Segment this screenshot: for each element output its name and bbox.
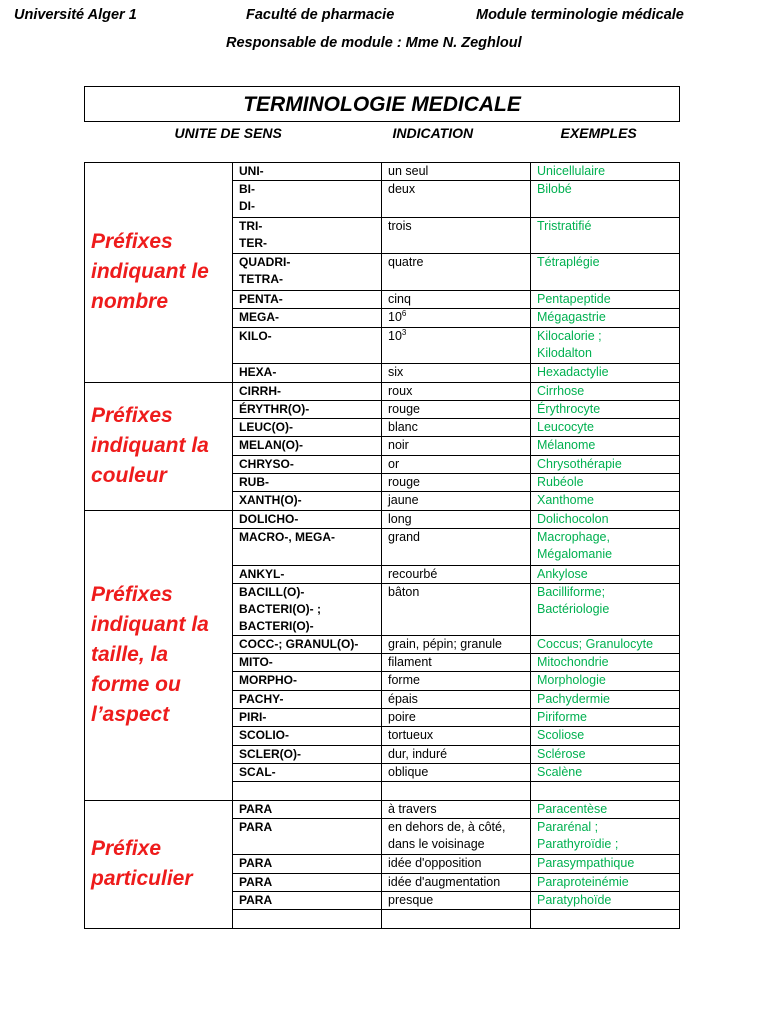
indication-cell: [382, 818, 531, 855]
example-cell-line: Parasympathique: [537, 856, 635, 871]
unit-cell: [233, 181, 382, 218]
column-header-examples: EXEMPLES: [560, 125, 637, 141]
category-label: [85, 382, 233, 510]
unit-cell: [233, 565, 382, 583]
category-label: [85, 163, 233, 383]
table-row: [85, 800, 680, 818]
example-cell: [531, 254, 680, 291]
unit-cell-line: PARA: [239, 819, 273, 834]
unit-cell-line: TRI-: [239, 218, 263, 233]
unit-cell: [233, 163, 382, 181]
unit-cell: [233, 217, 382, 254]
indication-cell-line: tortueux: [388, 728, 434, 743]
unit-cell-line: SCOLIO-: [239, 728, 289, 743]
unit-cell: [233, 400, 382, 418]
indication-cell: [382, 654, 531, 672]
unit-cell: [233, 690, 382, 708]
module-name: Module terminologie médicale: [476, 7, 684, 23]
example-cell: [531, 583, 680, 635]
example-cell: [531, 217, 680, 254]
example-cell: [531, 400, 680, 418]
unit-cell-line: DI-: [239, 199, 255, 214]
unit-cell-line: PENTA-: [239, 292, 283, 307]
indication-cell-line: blanc: [388, 420, 418, 435]
category-line: indiquant le: [91, 260, 209, 284]
unit-cell: [233, 818, 382, 855]
indication-cell: [382, 873, 531, 891]
indication-cell-line: jaune: [388, 493, 419, 508]
example-cell-line: Pachydermie: [537, 691, 610, 706]
unit-cell-line: DOLICHO-: [239, 511, 299, 526]
indication-cell-line: dans le voisinage: [388, 836, 485, 851]
indication-cell: [382, 217, 531, 254]
indication-cell: [382, 782, 531, 800]
example-cell: [531, 709, 680, 727]
example-cell: [531, 437, 680, 455]
unit-cell-line: XANTH(O)-: [239, 493, 302, 508]
example-cell: [531, 855, 680, 873]
example-cell-line: Mégalomanie: [537, 546, 613, 561]
indication-cell-line: long: [388, 511, 412, 526]
indication-cell: [382, 745, 531, 763]
example-cell-line: Leucocyte: [537, 420, 594, 435]
example-cell-line: Chrysothérapie: [537, 456, 622, 471]
unit-cell-line: MORPHO-: [239, 673, 297, 688]
indication-cell: [382, 455, 531, 473]
indication-cell: [382, 727, 531, 745]
category-line: couleur: [91, 464, 167, 488]
example-cell-line: Pararénal ;: [537, 819, 599, 834]
example-cell: [531, 565, 680, 583]
example-cell-line: Cirrhose: [537, 383, 585, 398]
indication-cell: [382, 800, 531, 818]
example-cell: [531, 745, 680, 763]
category-line: forme ou: [91, 673, 181, 697]
indication-cell: [382, 672, 531, 690]
unit-cell-line: COCC-; GRANUL(O)-: [239, 636, 359, 651]
unit-cell-line: PARA: [239, 874, 273, 889]
indication-cell: [382, 400, 531, 418]
indication-cell-line: grain, pépin; granule: [388, 636, 502, 651]
example-cell-line: Morphologie: [537, 673, 606, 688]
example-cell-line: Mitochondrie: [537, 655, 609, 670]
example-cell-line: Tétraplégie: [537, 255, 600, 270]
indication-cell: [382, 382, 531, 400]
column-header-row: [85, 122, 680, 163]
example-cell: [531, 635, 680, 653]
indication-cell: [382, 327, 531, 364]
example-cell-line: Unicellulaire: [537, 164, 606, 178]
unit-cell: [233, 891, 382, 909]
indication-cell-line: presque: [388, 892, 434, 907]
column-header-unit: UNITE DE SENS: [174, 125, 282, 141]
unit-cell: [233, 309, 382, 327]
unit-cell: [233, 910, 382, 928]
unit-cell: [233, 492, 382, 510]
indication-cell: [382, 254, 531, 291]
indication-cell-line: un seul: [388, 164, 429, 178]
power-base: 10: [388, 310, 402, 325]
category-line: taille, la: [91, 643, 169, 667]
unit-cell-line: MEGA-: [239, 310, 279, 325]
power-exponent: 3: [401, 327, 407, 337]
indication-cell: [382, 437, 531, 455]
indication-cell: [382, 492, 531, 510]
unit-cell-line: TETRA-: [239, 272, 283, 287]
unit-cell-line: PACHY-: [239, 691, 284, 706]
unit-cell: [233, 727, 382, 745]
terminology-table-body: [85, 87, 680, 929]
university-name: Université Alger 1: [14, 7, 137, 23]
unit-cell: [233, 455, 382, 473]
example-cell: [531, 763, 680, 781]
unit-cell: [233, 327, 382, 364]
unit-cell: [233, 635, 382, 653]
unit-cell-line: SCAL-: [239, 764, 276, 779]
unit-cell-line: QUADRI-: [239, 255, 291, 270]
indication-cell: [382, 163, 531, 181]
unit-cell: [233, 510, 382, 528]
indication-cell-line: quatre: [388, 255, 424, 270]
example-cell-line: Rubéole: [537, 475, 584, 490]
unit-cell-line: UNI-: [239, 164, 264, 178]
table-row: [85, 510, 680, 528]
example-cell: [531, 891, 680, 909]
terminology-table: [84, 86, 680, 929]
example-cell: [531, 309, 680, 327]
example-cell: [531, 492, 680, 510]
unit-cell-line: TER-: [239, 235, 267, 250]
category-label: [85, 510, 233, 800]
example-cell: [531, 382, 680, 400]
unit-cell: [233, 437, 382, 455]
indication-cell-line: cinq: [388, 292, 411, 307]
unit-cell-line: ÉRYTHR(O)-: [239, 401, 310, 416]
indication-cell: [382, 528, 531, 565]
example-cell: [531, 800, 680, 818]
indication-cell-line: dur, induré: [388, 746, 448, 761]
indication-cell-line: poire: [388, 710, 416, 725]
unit-cell: [233, 763, 382, 781]
example-cell: [531, 528, 680, 565]
example-cell: [531, 419, 680, 437]
category-line: nombre: [91, 290, 169, 314]
table-row: [85, 163, 680, 181]
indication-cell-line: six: [388, 365, 404, 380]
table-title: TERMINOLOGIE MEDICALE: [85, 87, 680, 122]
unit-cell: [233, 291, 382, 309]
category-line: indiquant la: [91, 434, 209, 458]
example-cell-line: Macrophage,: [537, 529, 610, 544]
example-cell: [531, 163, 680, 181]
unit-cell: [233, 855, 382, 873]
example-cell-line: Érythrocyte: [537, 401, 601, 416]
unit-cell-line: MACRO-, MEGA-: [239, 529, 335, 544]
example-cell-line: Paratyphoïde: [537, 892, 612, 907]
unit-cell-line: PARA: [239, 801, 273, 816]
indication-cell-line: forme: [388, 673, 420, 688]
indication-cell-line: idée d'augmentation: [388, 874, 501, 889]
indication-cell: [382, 910, 531, 928]
indication-cell-line: filament: [388, 655, 432, 670]
indication-cell: [382, 565, 531, 583]
unit-cell-line: MELAN(O)-: [239, 438, 303, 453]
example-cell-line: Paraproteinémie: [537, 874, 629, 889]
example-cell-line: Bactériologie: [537, 601, 610, 616]
category-line: particulier: [91, 867, 193, 891]
column-header-indication: INDICATION: [392, 125, 474, 141]
example-cell-line: Tristratifié: [537, 218, 592, 233]
example-cell: [531, 181, 680, 218]
indication-cell-line: grand: [388, 529, 420, 544]
category-label: [85, 800, 233, 928]
unit-cell: [233, 419, 382, 437]
example-cell-line: Bacilliforme;: [537, 584, 606, 599]
unit-cell-line: BACTERI(O)- ;: [239, 601, 321, 616]
indication-cell-line: bâton: [388, 584, 420, 599]
unit-cell-line: RUB-: [239, 475, 269, 490]
example-cell: [531, 327, 680, 364]
example-cell: [531, 818, 680, 855]
unit-cell-line: PARA: [239, 856, 273, 871]
example-cell: [531, 291, 680, 309]
faculty-name: Faculté de pharmacie: [246, 7, 395, 23]
unit-cell-line: CHRYSO-: [239, 456, 294, 471]
power-base: 10: [388, 328, 402, 343]
category-line: Préfixe: [91, 837, 162, 861]
unit-cell: [233, 672, 382, 690]
title-row: [85, 87, 680, 122]
example-cell: [531, 474, 680, 492]
unit-cell-line: PIRI-: [239, 710, 267, 725]
example-cell: [531, 873, 680, 891]
category-line: Préfixes: [91, 404, 173, 428]
unit-cell: [233, 528, 382, 565]
indication-cell: [382, 855, 531, 873]
example-cell: [531, 672, 680, 690]
example-cell: [531, 910, 680, 928]
unit-cell-line: BACILL(O)-: [239, 584, 305, 599]
category-line: Préfixes: [91, 583, 173, 607]
unit-cell-line: HEXA-: [239, 365, 277, 380]
example-cell: [531, 364, 680, 382]
indication-cell: [382, 510, 531, 528]
example-cell-line: Mélanome: [537, 438, 596, 453]
example-cell: [531, 455, 680, 473]
unit-cell-line: BACTERI(O)-: [239, 618, 314, 633]
indication-cell: [382, 181, 531, 218]
example-cell-line: Pentapeptide: [537, 292, 611, 307]
example-cell-line: Kilocalorie ;: [537, 328, 602, 343]
indication-cell: [382, 690, 531, 708]
example-cell: [531, 727, 680, 745]
module-responsible: Responsable de module : Mme N. Zeghloul: [226, 35, 522, 51]
example-cell-line: Scoliose: [537, 728, 585, 743]
example-cell: [531, 690, 680, 708]
unit-cell: [233, 782, 382, 800]
unit-cell-line: LEUC(O)-: [239, 420, 293, 435]
indication-cell-line: recourbé: [388, 566, 438, 581]
example-cell-line: Parathyroïdie ;: [537, 836, 619, 851]
indication-cell-line: rouge: [388, 401, 420, 416]
example-cell: [531, 782, 680, 800]
unit-cell: [233, 583, 382, 635]
unit-cell: [233, 709, 382, 727]
indication-cell: [382, 309, 531, 327]
example-cell-line: Paracentèse: [537, 801, 608, 816]
example-cell-line: Dolichocolon: [537, 511, 609, 526]
unit-cell: [233, 364, 382, 382]
unit-cell-line: KILO-: [239, 328, 272, 343]
example-cell-line: Hexadactylie: [537, 365, 609, 380]
unit-cell-line: SCLER(O)-: [239, 746, 301, 761]
example-cell-line: Kilodalton: [537, 345, 592, 360]
power-exponent: 6: [401, 309, 407, 319]
indication-cell: [382, 583, 531, 635]
indication-cell-line: à travers: [388, 801, 437, 816]
example-cell-line: Scalène: [537, 764, 583, 779]
indication-cell-line: or: [388, 456, 400, 471]
unit-cell-line: CIRRH-: [239, 383, 281, 398]
unit-cell-line: ANKYL-: [239, 566, 285, 581]
indication-cell: [382, 763, 531, 781]
indication-cell: [382, 891, 531, 909]
indication-cell-line: épais: [388, 691, 418, 706]
indication-cell-line: oblique: [388, 764, 429, 779]
unit-cell: [233, 654, 382, 672]
example-cell-line: Coccus; Granulocyte: [537, 636, 654, 651]
unit-cell: [233, 745, 382, 763]
category-line: indiquant la: [91, 613, 209, 637]
indication-cell-line: roux: [388, 383, 413, 398]
indication-cell: [382, 291, 531, 309]
example-cell-line: Piriforme: [537, 710, 588, 725]
indication-cell: [382, 709, 531, 727]
indication-cell-line: deux: [388, 182, 416, 197]
indication-cell-line: en dehors de, à côté,: [388, 819, 506, 834]
indication-cell: [382, 364, 531, 382]
example-cell: [531, 510, 680, 528]
unit-cell: [233, 382, 382, 400]
table-row: [85, 382, 680, 400]
example-cell-line: Bilobé: [537, 182, 572, 197]
unit-cell: [233, 254, 382, 291]
example-cell-line: Mégagastrie: [537, 310, 606, 325]
example-cell: [531, 654, 680, 672]
indication-cell-line: trois: [388, 218, 412, 233]
indication-cell-line: rouge: [388, 475, 420, 490]
unit-cell: [233, 873, 382, 891]
unit-cell: [233, 474, 382, 492]
unit-cell-line: MITO-: [239, 655, 273, 670]
indication-cell: [382, 635, 531, 653]
indication-cell-line: noir: [388, 438, 409, 453]
example-cell-line: Ankylose: [537, 566, 588, 581]
unit-cell-line: BI-: [239, 182, 255, 197]
category-line: l’aspect: [91, 703, 170, 727]
indication-cell-line: idée d'opposition: [388, 856, 482, 871]
unit-cell-line: PARA: [239, 892, 273, 907]
indication-cell: [382, 474, 531, 492]
indication-cell: [382, 419, 531, 437]
example-cell-line: Sclérose: [537, 746, 586, 761]
example-cell-line: Xanthome: [537, 493, 594, 508]
category-line: Préfixes: [91, 230, 173, 254]
unit-cell: [233, 800, 382, 818]
